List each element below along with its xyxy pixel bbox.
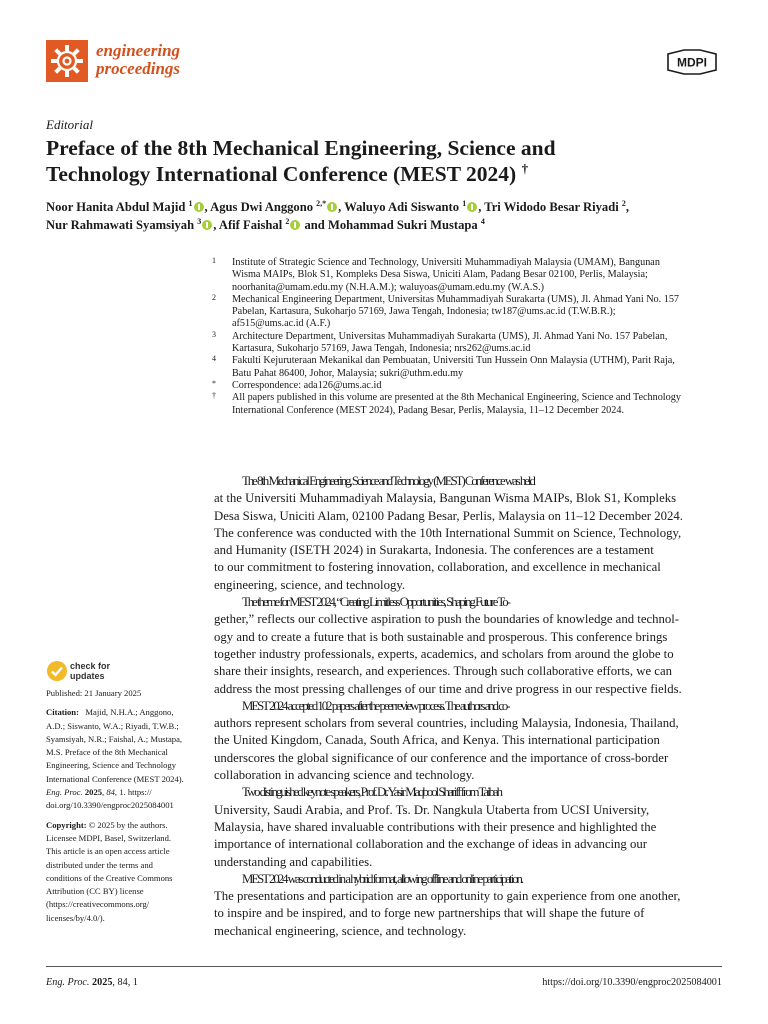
author-affil-mark[interactable]: 2 [285, 217, 290, 226]
author-affil-mark[interactable]: 4 [480, 217, 485, 226]
footer-volume: , 84, 1 [112, 977, 138, 988]
affiliation-text: Fakulti Kejuruteraan Mekanikal dan Pembuatan, Universiti Tun Hussein Onn Malaysia (UTHM), Parit Raja, [232, 355, 675, 367]
affiliation-item [212, 355, 728, 380]
correspondence-text[interactable]: Correspondence: ada126@ums.ac.id [232, 379, 382, 391]
body-line: address the most pressing challenges of our time and drive progress in our respective fields. [214, 681, 682, 696]
footer-divider [46, 966, 722, 967]
body-line: gether,” reflects our collective aspiration to push the boundaries of knowledge and technol- [214, 612, 680, 627]
body-line: understanding and capabilities. [214, 854, 373, 869]
journal-logo-icon[interactable] [46, 40, 88, 82]
paragraph [214, 594, 722, 698]
body-line: together industry professionals, experts, academics, and scholars from around the globe to [214, 646, 674, 661]
body-line: the United Kingdom, Canada, South Africa, and Kenya. This international participation [214, 733, 660, 748]
body-line: Malaysia, have shared invaluable contributions with their presence and highlighted the [214, 819, 657, 834]
body-text [214, 473, 722, 940]
orcid-icon[interactable] [194, 202, 204, 212]
affiliation-text: Wisma MAIPs, Blok S1, Kompleks Desa Siswa, Uniciti Alam, Padang Besar 02100, Perlis, Malaysia; [232, 269, 648, 281]
author-affil-mark[interactable]: 1 [462, 199, 467, 208]
author-name: , Afif Faishal [213, 218, 283, 232]
affiliation-mark: 2 [212, 292, 216, 302]
article-info-sidebar [46, 687, 206, 925]
copyright-text: Licensee MDPI, Basel, Switzerland. [46, 832, 172, 843]
affiliation-text[interactable]: Batu Pahat 86400, Johor, Malaysia; sukri@uthm.edu.my [232, 367, 464, 379]
orcid-icon[interactable] [327, 202, 337, 212]
journal-name-line2: proceedings [96, 59, 181, 78]
copyright-label: Copyright: [46, 819, 87, 830]
citation-text: International Conference (MEST 2024). [46, 773, 184, 784]
citation-line: Eng. Proc. 2025, 84, 1. https:// [46, 787, 152, 798]
check-for-updates-button[interactable] [46, 660, 126, 684]
body-line: share their insights, research, and experiences. Through such collaborative efforts, we can [214, 664, 673, 679]
body-line: Desa Siswa, Uniciti Alam, 02100 Padang Besar, Perlis, Malaysia on 11–12 December 2024. [214, 508, 683, 523]
author-name: , Waluyo Adi Siswanto [338, 200, 460, 214]
footer-journal: Eng. Proc. [46, 977, 90, 988]
author-name: and Mohammad Sukri Mustapa [301, 218, 478, 232]
affiliation-item [212, 294, 728, 331]
paragraph [214, 473, 722, 594]
author-affil-mark[interactable]: 1 [188, 199, 193, 208]
body-line: The theme for MEST 2024, “Creating Limitless Opportunities, Shaping Future To- [242, 595, 509, 610]
affiliation-mark: * [212, 378, 216, 388]
body-line: The 8th Mechanical Engineering, Science and Technology (MEST) Conference was held [242, 474, 534, 488]
author-affil-mark[interactable]: 2 [621, 199, 626, 208]
check-updates-icon [46, 660, 68, 682]
paragraph [214, 784, 722, 870]
author-name: , Tri Widodo Besar Riyadi [478, 200, 619, 214]
copyright-text: distributed under the terms and [46, 859, 153, 870]
author-name: Nur Rahmawati Syamsiyah [46, 218, 195, 232]
body-line: authors represent scholars from several countries, including Malaysia, Indonesia, Thailand, [214, 716, 679, 731]
orcid-icon[interactable] [290, 220, 300, 230]
body-line: importance of international collaboration and the exchange of ideas in advancing our [214, 837, 647, 852]
title-line-2 [46, 161, 706, 187]
body-line: Two distinguished keynote speakers, Prof. Dr. Yasir Maqbool Shariff from Taibah [242, 785, 502, 800]
citation-text: Majid, N.H.A.; Anggono, [85, 707, 174, 718]
body-line: to inspire and be inspired, and to forge new partnerships that will shape the future of [214, 906, 645, 921]
citation-text: , 1. https:// [114, 787, 152, 798]
copyright-line [46, 819, 206, 832]
citation-doi-link[interactable]: doi.org/10.3390/engproc2025084001 [46, 800, 174, 811]
gear-icon [46, 40, 88, 82]
body-line: MEST 2024 was conducted in a hybrid format, allowing offline and online participation. [242, 871, 523, 886]
affiliation-text[interactable]: af515@ums.ac.id (A.F.) [232, 318, 331, 330]
conference-note-text: International Conference (MEST 2024), Padang Besar, Perlis, Malaysia, 11–12 December 2024. [232, 404, 624, 416]
body-line: The presentations and participation are an opportunity to gain experience from one another, [214, 889, 681, 904]
footer-doi-link[interactable]: https://doi.org/10.3390/engproc2025084001 [542, 977, 722, 988]
body-line: at the Universiti Muhammadiyah Malaysia, Bangunan Wisma MAIPs, Blok S1, Kompleks [214, 491, 677, 506]
citation-text: A.D.; Siswanto, W.A.; Riyadi, T.W.B.; [46, 720, 179, 731]
footer-citation [46, 977, 138, 988]
body-line: underscores the global significance of our conference and the importance of cross-border [214, 750, 669, 765]
affiliation-mark: † [212, 391, 216, 401]
body-line: mechanical engineering, science, and technology. [214, 923, 467, 938]
author-affil-mark[interactable]: 3 [197, 217, 202, 226]
body-line: to our commitment to fostering innovation, collaboration, and excellence in mechanical [214, 560, 661, 575]
conference-note-text: All papers published in this volume are presented at the 8th Mechanical Engineering, Science and Technology [232, 392, 681, 404]
affiliation-text: Architecture Department, Universitas Muhammadiyah Surakarta (UMS), Jl. Ahmad Yani No. 157 Pabelan, [232, 330, 668, 342]
affiliation-list [212, 257, 728, 417]
body-line: University, Saudi Arabia, and Prof. Ts. Dr. Nangkula Utaberta from UCSI University, [214, 802, 650, 817]
citation-volume: 84 [106, 787, 115, 798]
paragraph [214, 698, 722, 784]
citation-label: Citation: [46, 707, 79, 718]
author-line-2 [46, 216, 726, 234]
copyright-text: This article is an open access article [46, 846, 170, 857]
affiliation-text[interactable]: Pabelan, Kartasura, Sukoharjo 57169, Jawa Tengah, Indonesia; tw187@ums.ac.id (T.W.B.R.); [232, 306, 616, 318]
affiliation-mark: 3 [212, 329, 216, 339]
affiliation-text: Institute of Strategic Science and Technology, Universiti Muhammadiyah Malaysia (UMAM), Bangunan [232, 257, 660, 268]
copyright-text: Attribution (CC BY) license [46, 886, 144, 897]
affiliation-text: Mechanical Engineering Department, Universitas Muhammadiyah Surakarta (UMS), Jl. Ahmad Yani No. 157 [232, 293, 680, 305]
author-name: , Agus Dwi Anggono [204, 200, 314, 214]
citation-text: M.S. Preface of the 8th Mechanical [46, 747, 168, 758]
orcid-icon[interactable] [467, 202, 477, 212]
published-date: Published: 21 January 2025 [46, 688, 142, 698]
article-type: Editorial [46, 117, 93, 132]
footer-year: 2025 [92, 977, 113, 988]
affiliation-mark: 1 [212, 256, 216, 265]
orcid-icon[interactable] [202, 220, 212, 230]
author-separator: , [625, 200, 630, 214]
affiliation-text[interactable]: noorhanita@umam.edu.my (N.H.A.M.); waluyoas@umam.edu.my (W.A.S.) [232, 281, 545, 293]
body-line: collaboration in advancing science and technology. [214, 768, 475, 783]
check-updates-label [70, 661, 110, 681]
body-line: MEST 2024 accepted 102 papers after the peer review process. The authors and co- [242, 698, 509, 713]
body-line: and Humanity (ISETH 2024) in Surakarta, Indonesia. The conferences are a testament [214, 543, 654, 558]
body-line: The conference was conducted with the 10th International Summit on Science, Technology, [214, 525, 682, 540]
author-list [46, 198, 726, 234]
journal-name-line1: engineering [96, 41, 181, 60]
author-line-1 [46, 198, 726, 216]
body-line: engineering, science, and technology. [214, 577, 406, 592]
citation-text: Engineering, Science and Technology [46, 760, 177, 771]
citation-line [46, 706, 206, 719]
author-name: Noor Hanita Abdul Majid [46, 200, 186, 214]
mdpi-logo-text: MDPI [677, 55, 707, 70]
author-affil-mark[interactable]: 2,* [316, 199, 327, 208]
body-line: ogy and to create a future that is both sustainable and prosperous. This conference brings [214, 629, 668, 644]
affiliation-text[interactable]: Kartasura, Sukoharjo 57169, Jawa Tengah, Indonesia; nrs262@ums.ac.id [232, 343, 531, 355]
paragraph [214, 871, 722, 940]
title-line-2-text: Technology International Conference (MEST 2024) [46, 162, 517, 186]
title-line-1: Preface of the 8th Mechanical Engineering, Science and [46, 136, 556, 160]
citation-journal: Eng. Proc. [46, 787, 83, 798]
paper-title [46, 135, 706, 187]
check-updates-line2: updates [70, 671, 105, 681]
journal-name[interactable] [96, 42, 180, 78]
copyright-text: conditions of the Creative Commons [46, 872, 173, 883]
affiliation-mark: 4 [212, 354, 216, 364]
citation-year: 2025 [84, 787, 103, 798]
license-link[interactable]: (https://creativecommons.org/ [46, 899, 150, 910]
correspondence-item [212, 380, 728, 392]
citation-text: Syamsiyah, N.R.; Faishal, A.; Mustapa, [46, 733, 183, 744]
conference-note-item [212, 392, 728, 417]
mdpi-logo-icon[interactable] [664, 49, 720, 75]
title-footnote-mark[interactable]: † [521, 161, 529, 176]
affiliation-item [212, 331, 728, 356]
check-updates-line1: check for [70, 661, 111, 671]
license-link[interactable]: licenses/by/4.0/). [46, 912, 105, 923]
copyright-text: © 2025 by the authors. [88, 819, 168, 830]
affiliation-item [212, 257, 728, 294]
